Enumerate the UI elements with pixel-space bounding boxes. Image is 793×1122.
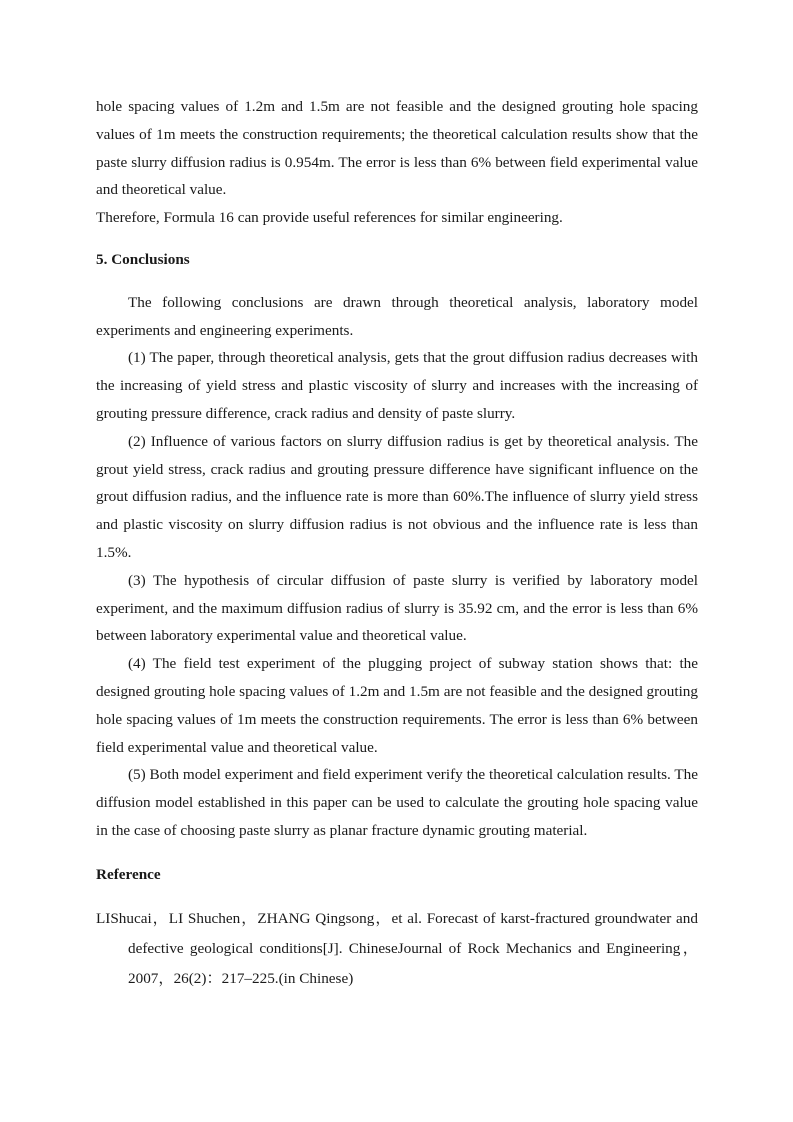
body-paragraph: Therefore, Formula 16 can provide useful references for similar engineering. — [96, 209, 563, 227]
reference-heading: Reference — [96, 865, 161, 883]
reference-entry: LIShucai，LI Shuchen，ZHANG Qingsong，et al. Forecast of karst-fractured groundwater and defective geological conditions[J]. ChineseJournal of Rock Mechanics and Engineering，2007，26(2)：217–225.(in Chinese) — [96, 909, 698, 987]
conclusion-item: (1) The paper, through theoretical analysis, gets that the grout diffusion radius decreases with the increasing of yield stress and plastic viscosity of slurry and increases with the increasing of grouting pressure difference, crack radius and density of paste slurry. — [96, 349, 698, 422]
conclusions-intro: The following conclusions are drawn through theoretical analysis, laboratory model experiments and engineering experiments. — [96, 293, 698, 339]
conclusion-item: (5) Both model experiment and field experiment verify the theoretical calculation results. The diffusion model established in this paper can be used to calculate the grouting hole spacing value in the case of choosing paste slurry as planar fracture dynamic grouting material. — [96, 766, 698, 839]
conclusion-item: (4) The field test experiment of the plugging project of subway station shows that: the designed grouting hole spacing values of 1.2m and 1.5m are not feasible and the designed grouting hole spacing values of 1m meets the construction requirements. The error is less than 6% between field experimental value and theoretical value. — [96, 655, 698, 756]
conclusion-item: (3) The hypothesis of circular diffusion of paste slurry is verified by laboratory model experiment, and the maximum diffusion radius of slurry is 35.92 cm, and the error is less than 6% between laboratory experimental value and theoretical value. — [96, 571, 698, 645]
body-paragraph: hole spacing values of 1.2m and 1.5m are not feasible and the designed grouting hole spacing values of 1m meets the construction requirements; the theoretical calculation results show that the paste slurry diffusion radius is 0.954m. The error is less than 6% between field experimental value and theoretical value. — [96, 98, 698, 199]
paper-page — [96, 93, 698, 994]
conclusion-item: (2) Influence of various factors on slurry diffusion radius is get by theoretical analysis. The grout yield stress, crack radius and grouting pressure difference have significant influence on the grout diffusion radius, and the influence rate is more than 60%.The influence of slurry yield stress and plastic viscosity on slurry diffusion radius is not obvious and the influence rate is less than 1.5%. — [96, 432, 698, 561]
section-heading: 5. Conclusions — [96, 250, 190, 268]
